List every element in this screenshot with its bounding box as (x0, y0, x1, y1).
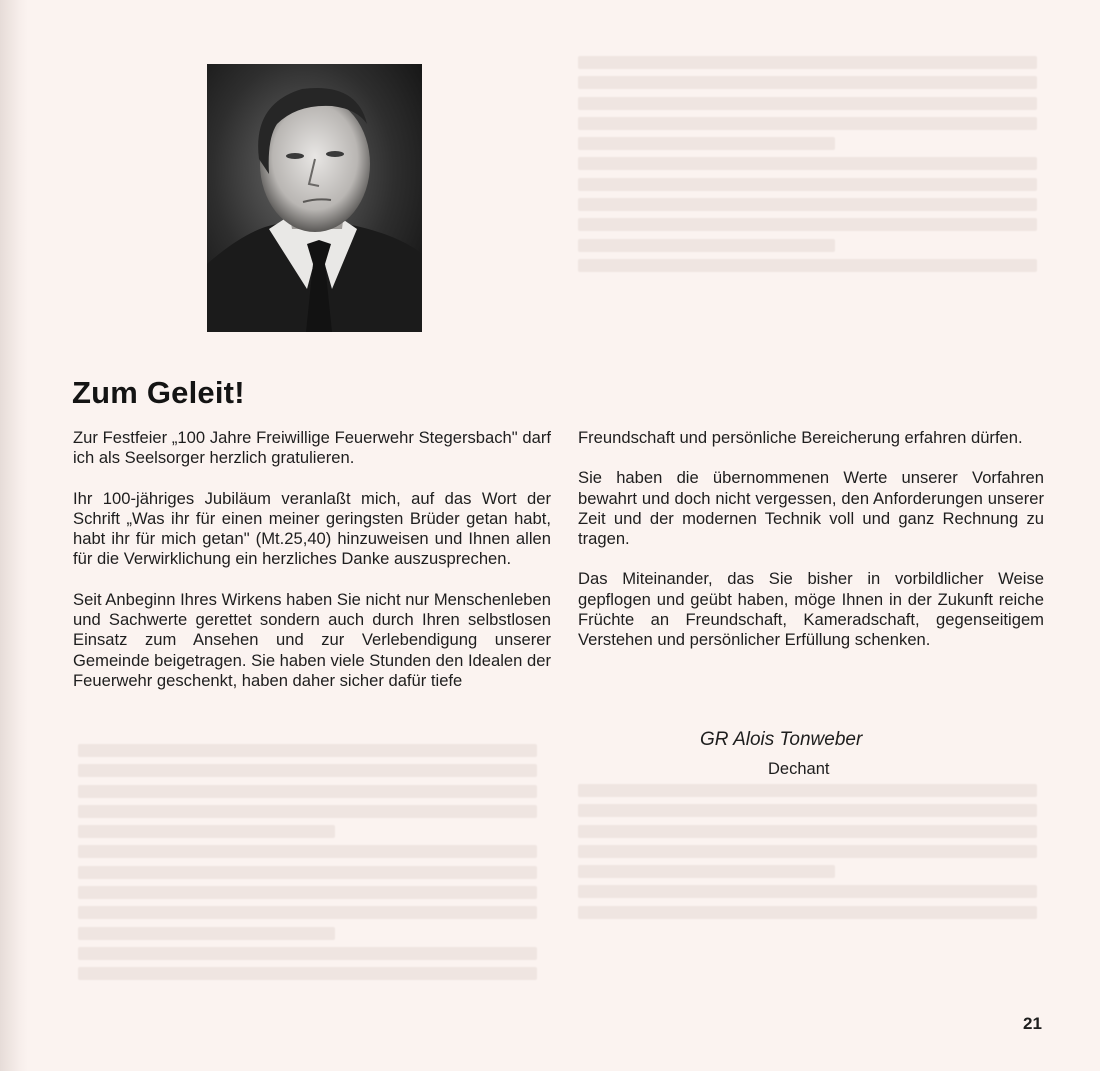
paragraph: Freundschaft und persönliche Bereicherung erfahren dürfen. (578, 428, 1023, 447)
page-gutter-shadow (0, 0, 28, 1071)
paragraph: Sie haben die übernommenen Werte unserer Vorfahren bewahrt und doch nicht vergessen, den Anforderungen unserer Zeit und der modernen Technik voll und ganz Rechnung zu tragen. (578, 468, 1044, 549)
signature-name: GR Alois Tonweber (700, 729, 863, 750)
article-left-column (73, 428, 551, 711)
portrait-photo (207, 64, 422, 332)
show-through-right-column (578, 52, 1046, 292)
portrait-image (207, 64, 422, 332)
article-right-column (578, 428, 1044, 671)
article-title: Zum Geleit! (72, 375, 245, 410)
paragraph: Ihr 100-jähriges Jubiläum veranlaßt mich, auf das Wort der Schrift „Was ihr für einen meiner geringsten Brüder getan habt, habt ihr für mich getan" (Mt.25,40) hinzuweisen und Ihnen allen für die Verwirklichung ein herzliches Danke auszusprechen. (73, 488, 551, 569)
page-number: 21 (1023, 1014, 1042, 1033)
paragraph: Das Miteinander, das Sie bisher in vorbildlicher Weise gepflogen und geübt haben, möge Ihnen in der Zukunft reiche Früchte an Freundschaft, Kameradschaft, gegenseitigem Verstehen und persönlicher Erfüllung schenken. (578, 569, 1044, 650)
signature-title: Dechant (768, 760, 830, 778)
show-through-left-column-lower (78, 740, 546, 1000)
paragraph: Seit Anbeginn Ihres Wirkens haben Sie nicht nur Menschenleben und Sachwerte gerettet sondern auch durch Ihren selbstlosen Einsatz zum Ansehen und zur Verlebendigung unserer Gemeinde beigetragen. Sie haben viele Stunden den Idealen der Feuerwehr geschenkt, haben daher sicher dafür tiefe (73, 589, 551, 690)
paragraph: Zur Festfeier „100 Jahre Freiwillige Feuerwehr Stegersbach" darf ich als Seelsorger herzlich gratulieren. (73, 428, 551, 468)
show-through-right-column-lower (578, 780, 1046, 940)
